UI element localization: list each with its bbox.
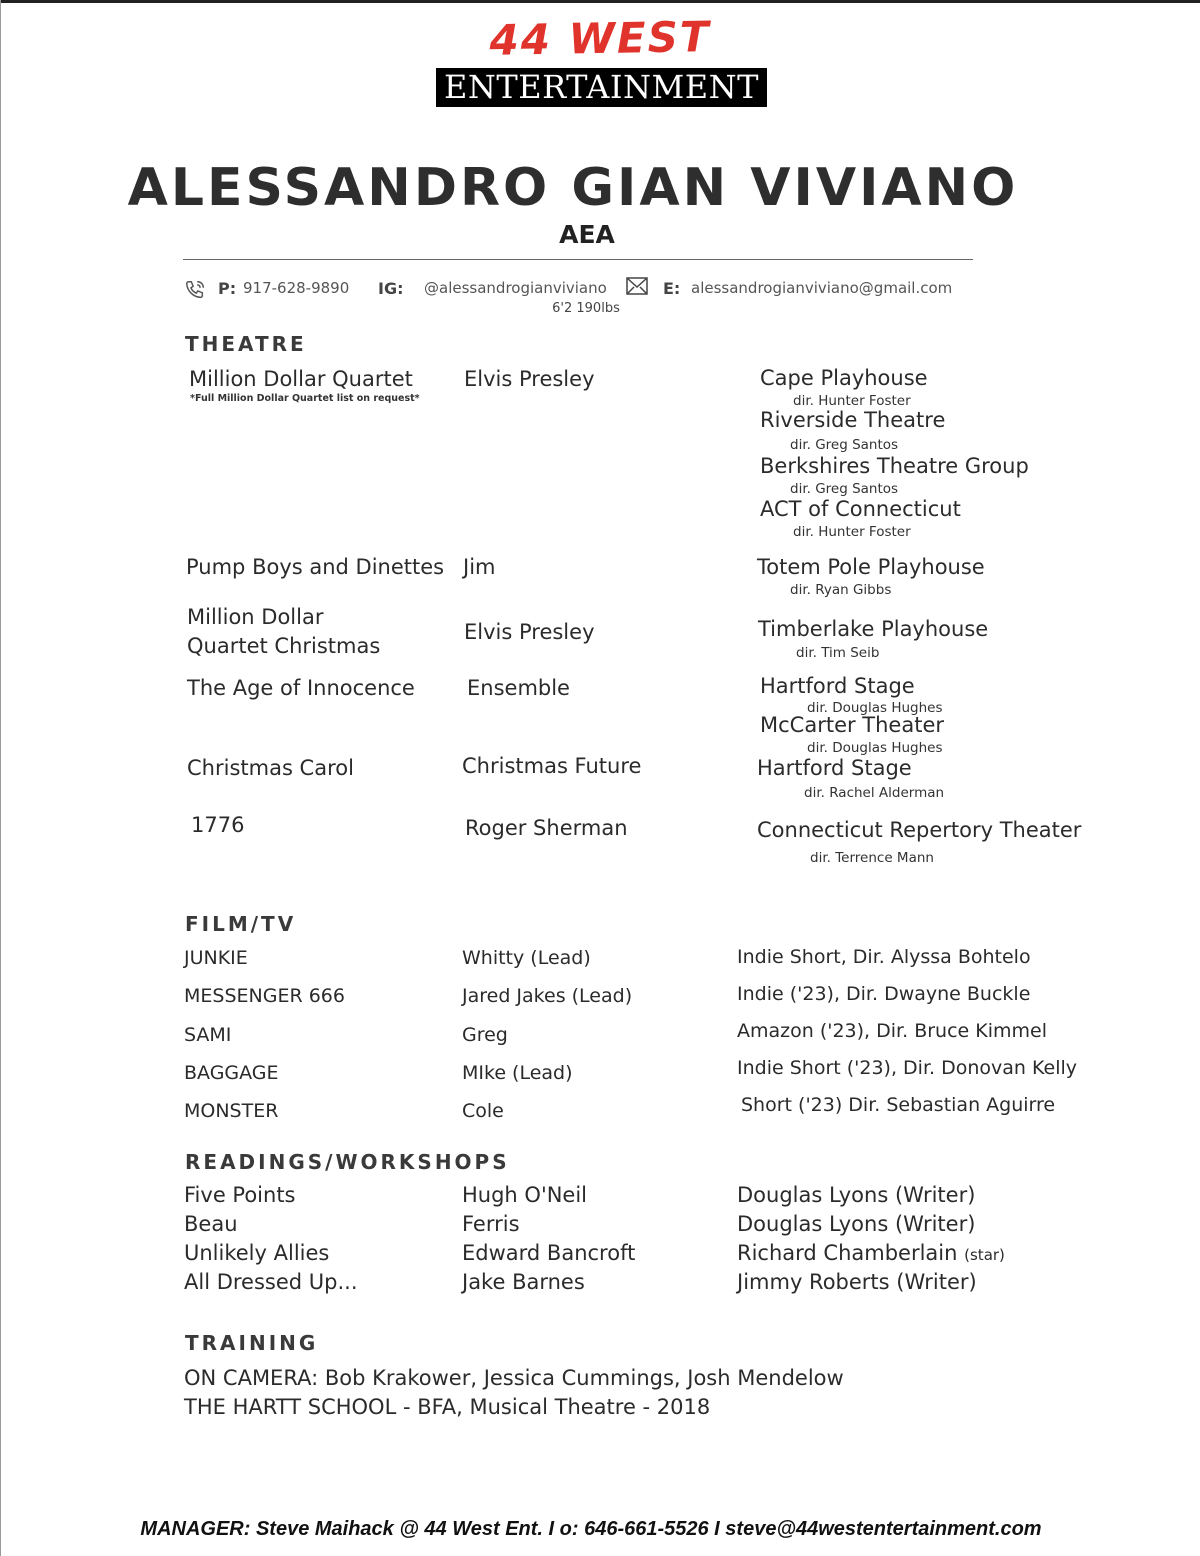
theatre-title: The Age of Innocence: [187, 676, 415, 700]
reading-info-text: Douglas Lyons (Writer): [737, 1212, 976, 1236]
film-title: BAGGAGE: [184, 1062, 279, 1084]
theatre-title: 1776: [191, 813, 245, 837]
reading-info: [737, 1212, 975, 1236]
film-heading: FILM/TV: [185, 912, 297, 936]
logo-44-west: 44 WEST: [489, 12, 711, 65]
film-role: Greg: [462, 1024, 508, 1046]
theatre-role: Jim: [463, 555, 496, 579]
film-title: MESSENGER 666: [184, 985, 345, 1007]
theatre-title: Christmas Carol: [187, 756, 354, 780]
film-info: Short ('23) Dir. Sebastian Aguirre: [741, 1094, 1056, 1116]
reading-role: Ferris: [462, 1212, 520, 1236]
film-role: Jared Jakes (Lead): [462, 985, 633, 1007]
reading-role: Edward Bancroft: [462, 1241, 636, 1265]
reading-title: All Dressed Up...: [184, 1270, 358, 1294]
height-weight: 6'2 190lbs: [552, 301, 620, 316]
reading-info-text: Richard Chamberlain: [737, 1241, 958, 1265]
theatre-role: Elvis Presley: [464, 367, 595, 391]
theatre-role: Roger Sherman: [465, 816, 628, 840]
theatre-director: dir. Douglas Hughes: [807, 740, 943, 756]
reading-role: Jake Barnes: [462, 1270, 585, 1294]
theatre-director: dir. Douglas Hughes: [807, 700, 943, 716]
film-info: Indie Short, Dir. Alyssa Bohtelo: [737, 946, 1031, 968]
theatre-venue: Timberlake Playhouse: [758, 617, 989, 641]
training-heading: TRAINING: [185, 1331, 319, 1355]
theatre-venue: ACT of Connecticut: [760, 497, 961, 521]
theatre-role: Elvis Presley: [464, 620, 595, 644]
theatre-role: Ensemble: [467, 676, 570, 700]
actor-name: ALESSANDRO GIAN VIVIANO: [127, 158, 1019, 218]
theatre-director: dir. Hunter Foster: [793, 524, 911, 540]
reading-title: Beau: [184, 1212, 238, 1236]
theatre-title: Quartet Christmas: [187, 634, 381, 658]
theatre-venue: Hartford Stage: [760, 674, 915, 698]
reading-title: Five Points: [184, 1183, 296, 1207]
reading-role: Hugh O'Neil: [462, 1183, 588, 1207]
film-role: Whitty (Lead): [462, 947, 591, 969]
theatre-director: dir. Rachel Alderman: [804, 785, 945, 801]
union-affiliation: AEA: [559, 220, 615, 249]
manager-footer: MANAGER: Steve Maihack @ 44 West Ent. I o: 646-661-5526 I steve@44westentertainment.com: [140, 1518, 1042, 1540]
theatre-director: dir. Terrence Mann: [810, 850, 934, 866]
theatre-venue: Berkshires Theatre Group: [760, 454, 1029, 478]
header-divider: [183, 259, 973, 260]
theatre-title: Million Dollar Quartet: [189, 367, 413, 391]
theatre-title: Pump Boys and Dinettes: [186, 555, 445, 579]
theatre-director: dir. Greg Santos: [790, 437, 899, 453]
reading-info-text: Jimmy Roberts (Writer): [737, 1270, 977, 1294]
film-info: Amazon ('23), Dir. Bruce Kimmel: [737, 1020, 1047, 1042]
logo-entertainment-bar: ENTERTAINMENT: [436, 68, 767, 107]
email-address[interactable]: alessandrogianviviano@gmail.com: [691, 279, 953, 297]
theatre-venue: Hartford Stage: [757, 756, 912, 780]
reading-info-note: (star): [964, 1246, 1005, 1264]
theatre-note: *Full Million Dollar Quartet list on request*: [190, 393, 420, 404]
phone-number[interactable]: 917-628-9890: [243, 279, 350, 297]
phone-label: P:: [218, 279, 237, 298]
theatre-director: dir. Tim Seib: [796, 645, 880, 661]
film-title: JUNKIE: [184, 947, 248, 969]
film-role: MIke (Lead): [462, 1062, 573, 1084]
theatre-venue: Cape Playhouse: [760, 366, 928, 390]
email-label: E:: [663, 279, 681, 298]
theatre-venue: McCarter Theater: [760, 713, 945, 737]
film-title: SAMI: [184, 1024, 232, 1046]
film-info: Indie Short ('23), Dir. Donovan Kelly: [737, 1057, 1077, 1079]
ig-label: IG:: [378, 279, 404, 298]
theatre-venue: Riverside Theatre: [760, 408, 946, 432]
reading-info: [737, 1270, 977, 1294]
reading-info: [737, 1183, 975, 1207]
theatre-director: dir. Hunter Foster: [793, 393, 911, 409]
film-title: MONSTER: [184, 1100, 279, 1122]
theatre-director: dir. Ryan Gibbs: [790, 582, 892, 598]
mail-icon: [626, 277, 648, 299]
theatre-director: dir. Greg Santos: [790, 481, 899, 497]
reading-title: Unlikely Allies: [184, 1241, 330, 1265]
training-line: ON CAMERA: Bob Krakower, Jessica Cummings, Josh Mendelow: [184, 1366, 844, 1390]
theatre-heading: THEATRE: [185, 332, 307, 356]
reading-info: [737, 1241, 1005, 1265]
training-line: THE HARTT SCHOOL - BFA, Musical Theatre - 2018: [184, 1395, 711, 1419]
page-top-border: [0, 0, 1200, 3]
film-role: Cole: [462, 1100, 504, 1122]
film-info: Indie ('23), Dir. Dwayne Buckle: [737, 983, 1031, 1005]
theatre-venue: Connecticut Repertory Theater: [757, 818, 1082, 842]
ig-handle[interactable]: @alessandrogianviviano: [424, 279, 607, 297]
reading-info-text: Douglas Lyons (Writer): [737, 1183, 976, 1207]
theatre-venue: Totem Pole Playhouse: [757, 555, 985, 579]
theatre-title: Million Dollar: [187, 605, 324, 629]
readings-heading: READINGS/WORKSHOPS: [185, 1150, 510, 1174]
theatre-role: Christmas Future: [462, 754, 642, 778]
